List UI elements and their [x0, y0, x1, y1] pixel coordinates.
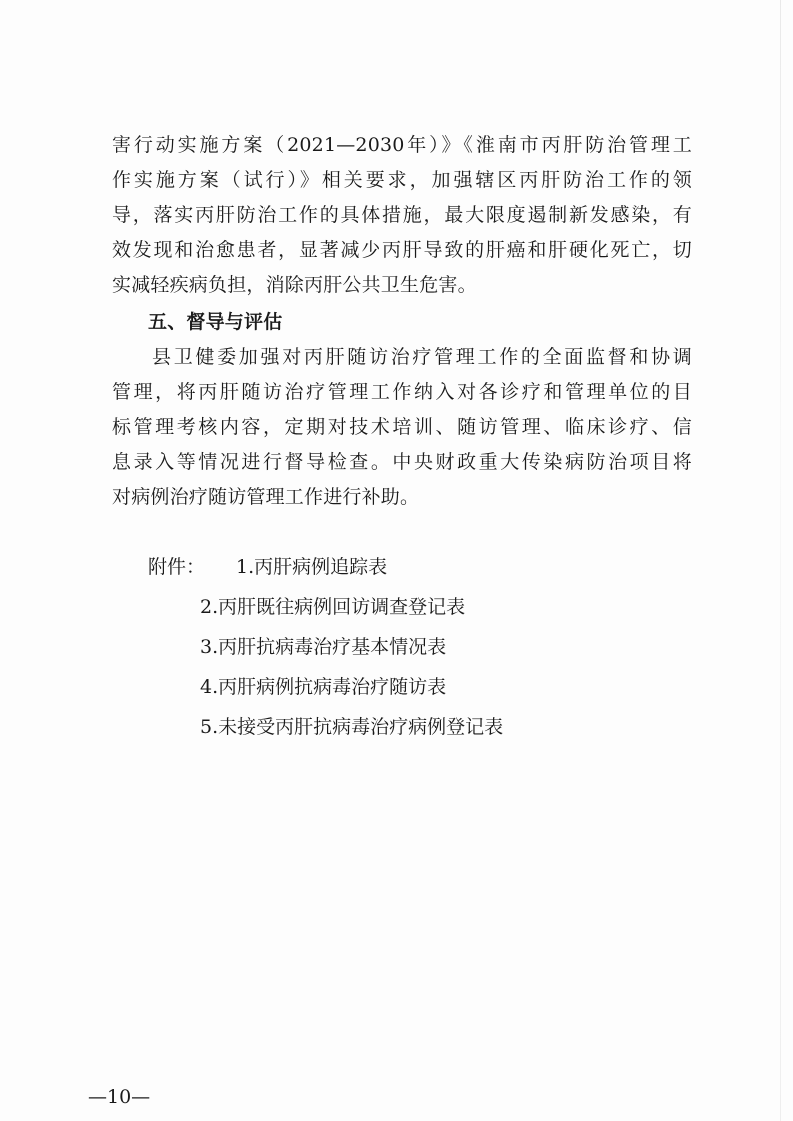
- attachment-item: 1.丙肝病例追踪表: [236, 556, 388, 578]
- paragraph-line: 标管理考核内容，定期对技术培训、随访管理、临床诊疗、信: [112, 416, 692, 438]
- paragraph-line: 管理，将丙肝随访治疗管理工作纳入对各诊疗和管理单位的目: [112, 381, 692, 403]
- section-heading-supervision: 五、督导与评估: [148, 311, 283, 333]
- attachment-item: 5.未接受丙肝抗病毒治疗病例登记表: [200, 716, 504, 738]
- attachment-row: [112, 627, 692, 667]
- paragraph-line: 实减轻疾病负担，消除丙肝公共卫生危害。: [112, 274, 477, 296]
- paragraph-line: 害行动实施方案（2021—2030年）》《淮南市丙肝防治管理工: [112, 134, 692, 156]
- attachment-item: 2.丙肝既往病例回访调查登记表: [200, 596, 466, 618]
- paragraph-line: 县卫健委加强对丙肝随访治疗管理工作的全面监督和协调: [152, 346, 692, 368]
- paragraph-supervision: [112, 340, 692, 515]
- paragraph-line: 导，落实丙肝防治工作的具体措施，最大限度遏制新发感染，有: [112, 204, 692, 226]
- attachment-row: [112, 587, 692, 627]
- paragraph-line: 作实施方案（试行）》相关要求，加强辖区丙肝防治工作的领: [112, 169, 692, 191]
- paragraph-line: 效发现和治愈患者，显著减少丙肝导致的肝癌和肝硬化死亡，切: [112, 239, 692, 261]
- attachment-row: [112, 667, 692, 707]
- document-body: [112, 128, 692, 747]
- paragraph-line: 对病例治疗随访管理工作进行补助。: [112, 486, 420, 508]
- page-number: —10—: [88, 1086, 151, 1108]
- spacer: [112, 515, 692, 547]
- attachment-row: [112, 547, 692, 587]
- scan-edge-shadow: [780, 0, 781, 1121]
- paragraph-line: 息录入等情况进行督导检查。中央财政重大传染病防治项目将: [112, 451, 692, 473]
- attachments-list: [112, 547, 692, 747]
- attachment-row: [112, 707, 692, 747]
- attachment-item: 3.丙肝抗病毒治疗基本情况表: [200, 636, 447, 658]
- paragraph-implementation: [112, 128, 692, 303]
- attachments-label: 附件：: [148, 556, 206, 578]
- attachment-item: 4.丙肝病例抗病毒治疗随访表: [200, 676, 447, 698]
